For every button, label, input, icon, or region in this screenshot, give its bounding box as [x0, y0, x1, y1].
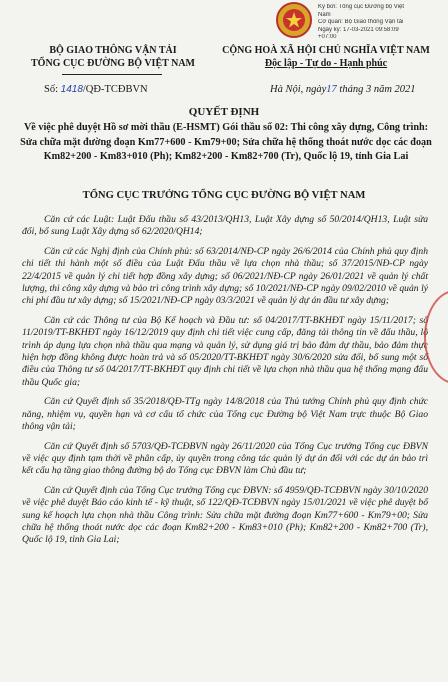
doc-number-suffix: /QĐ-TCĐBVN: [82, 84, 148, 95]
digital-signature-block: [318, 4, 446, 42]
agency-parent: BỘ GIAO THÔNG VẬN TẢI: [49, 45, 177, 56]
signature-line: +07:00: [318, 34, 337, 41]
signature-line: Nam: [318, 11, 331, 18]
issuing-agency: [18, 44, 208, 70]
signature-line: Ký bởi: Tổng cục Đường bộ Việt: [318, 4, 405, 10]
document-date: [270, 84, 416, 95]
issuing-authority: TỔNG CỤC TRƯỞNG TỔNG CỤC ĐƯỜNG BỘ VIỆT NAM: [82, 190, 366, 201]
national-motto: Độc lập - Tự do - Hạnh phúc: [264, 58, 388, 69]
date-rest: tháng 3 năm 2021: [339, 84, 416, 95]
document-number: [44, 84, 148, 95]
signature-line: Ngày ký: 17-03-2021 09:58:09: [318, 26, 399, 33]
date-prefix: Hà Nội, ngày: [270, 84, 327, 95]
legal-basis-paragraph: Căn cứ Quyết định số 5703/QĐ-TCĐBVN ngày 26/11/2020 của Tổng Cục trưởng Tổng cục ĐBVN về việc quy định tạm thời về phân cấp, ủy quyền trong công tác quản lý dự án đối với các dự án bảo trì kết cấu hạ tầng giao thông đường bộ do Tổng cục ĐBVN làm Chủ đầu tư;: [22, 440, 428, 477]
document-subject: Về việc phê duyệt Hồ sơ mời thầu (E-HSMT) Gói thầu số 02: Thi công xây dựng, Công trình: Sửa chữa mặt đường đoạn Km77+600 - Km79+00; Sửa chữa hệ thống thoát nước dọc các đoạn Km82+200 - Km83+010 (Ph); Km82+200 - Km82+700 (Tr), Quốc lộ 19, tỉnh Gia Lai: [20, 122, 432, 162]
country-name: CỘNG HOÀ XÃ HỘI CHỦ NGHĨA VIỆT NAM: [222, 45, 430, 56]
header-divider: [62, 74, 162, 75]
document-title: QUYẾT ĐỊNH: [188, 106, 260, 118]
doc-number-handwritten: 1418: [60, 84, 83, 95]
legal-basis-paragraph: Căn cứ các Nghị định của Chính phủ: số 63/2014/NĐ-CP ngày 26/6/2014 của Chính phủ quy định chi tiết thi hành một số điều của Luật Đấu thầu về lựa chọn nhà thầu; số 37/2015/NĐ-CP ngày 22/4/2015 về quản lý chi tiết hợp đồng xây dựng; số 06/2021/NĐ-CP ngày 26/01/2021 về quản lý chất lượng, thi công xây dựng và bảo trì công trình xây dựng; số 10/2021/NĐ-CP ngày 09/02/2010 về quản lý chi phí đầu tư xây dựng; số 15/2021/NĐ-CP ngày 03/3/2021 về quản lý dự án đầu tư xây dựng;: [22, 245, 428, 307]
legal-basis-paragraph: Căn cứ Quyết định số 35/2018/QĐ-TTg ngày 14/8/2018 của Thủ tướng Chính phủ quy định chức năng, nhiệm vụ, quyền hạn và cơ cấu tổ chức của Tổng cục Đường bộ Việt Nam trực thuộc Bộ Giao thông vận tải;: [22, 396, 428, 433]
national-header: [210, 44, 442, 70]
document-body: [22, 214, 428, 554]
date-day-handwritten: 17: [326, 84, 337, 95]
national-emblem-icon: [276, 2, 312, 38]
legal-basis-paragraph: Căn cứ Quyết định của Tổng Cục trưởng Tổng cục ĐBVN: số 4959/QĐ-TCĐBVN ngày 30/10/2020 về việc phê duyệt Báo cáo kinh tế - kỹ thuật, số 122/QĐ-TCĐBVN ngày 15/01/2021 về việc phê duyệt bổ sung kế hoạch lựa chọn nhà thầu Công trình: Sửa chữa mặt đường đoạn Km77+600 - Km79+00; Sửa chữa hệ thống thoát nước dọc các đoạn Km82+200 - Km83+010 (Ph); Km82+200 - Km82+700 (Tr), Quốc lộ 19, tỉnh Gia Lai;: [22, 484, 428, 546]
signature-line: Cơ quan: Bộ Giao thông Vận tải: [318, 19, 404, 26]
agency-name: TỔNG CỤC ĐƯỜNG BỘ VIỆT NAM: [31, 58, 195, 69]
legal-basis-paragraph: Căn cứ các Luật: Luật Đấu thầu số 43/2013/QH13, Luật Xây dựng số 50/2014/QH13, Luật sửa đổi, bổ sung Luật Xây dựng số 62/2020/QH14;: [22, 214, 428, 238]
doc-number-prefix: Số:: [44, 84, 59, 95]
legal-basis-paragraph: Căn cứ các Thông tư của Bộ Kế hoạch và Đầu tư: số 04/2017/TT-BKHĐT ngày 15/11/2017; số 11/2019/TT-BKHĐT ngày 16/12/2019 quy định chi tiết việc cung cấp, đăng tải thông tin về đấu thầu, lộ trình áp dụng lựa chọn nhà thầu qua mạng và quản lý, sử dụng giá trị bảo đảm dự thầu, bảo đảm thực hiện hợp đồng không được hoàn trả và số 05/2020/TT-BKHĐT ngày 30/6/2020 sửa đổi, bổ sung một số điều của Thông tư số 04/2017/TT-BKHĐT quy định chi tiết về lựa chọn nhà thầu qua hệ thống mạng đấu thầu Quốc gia;: [22, 314, 428, 388]
